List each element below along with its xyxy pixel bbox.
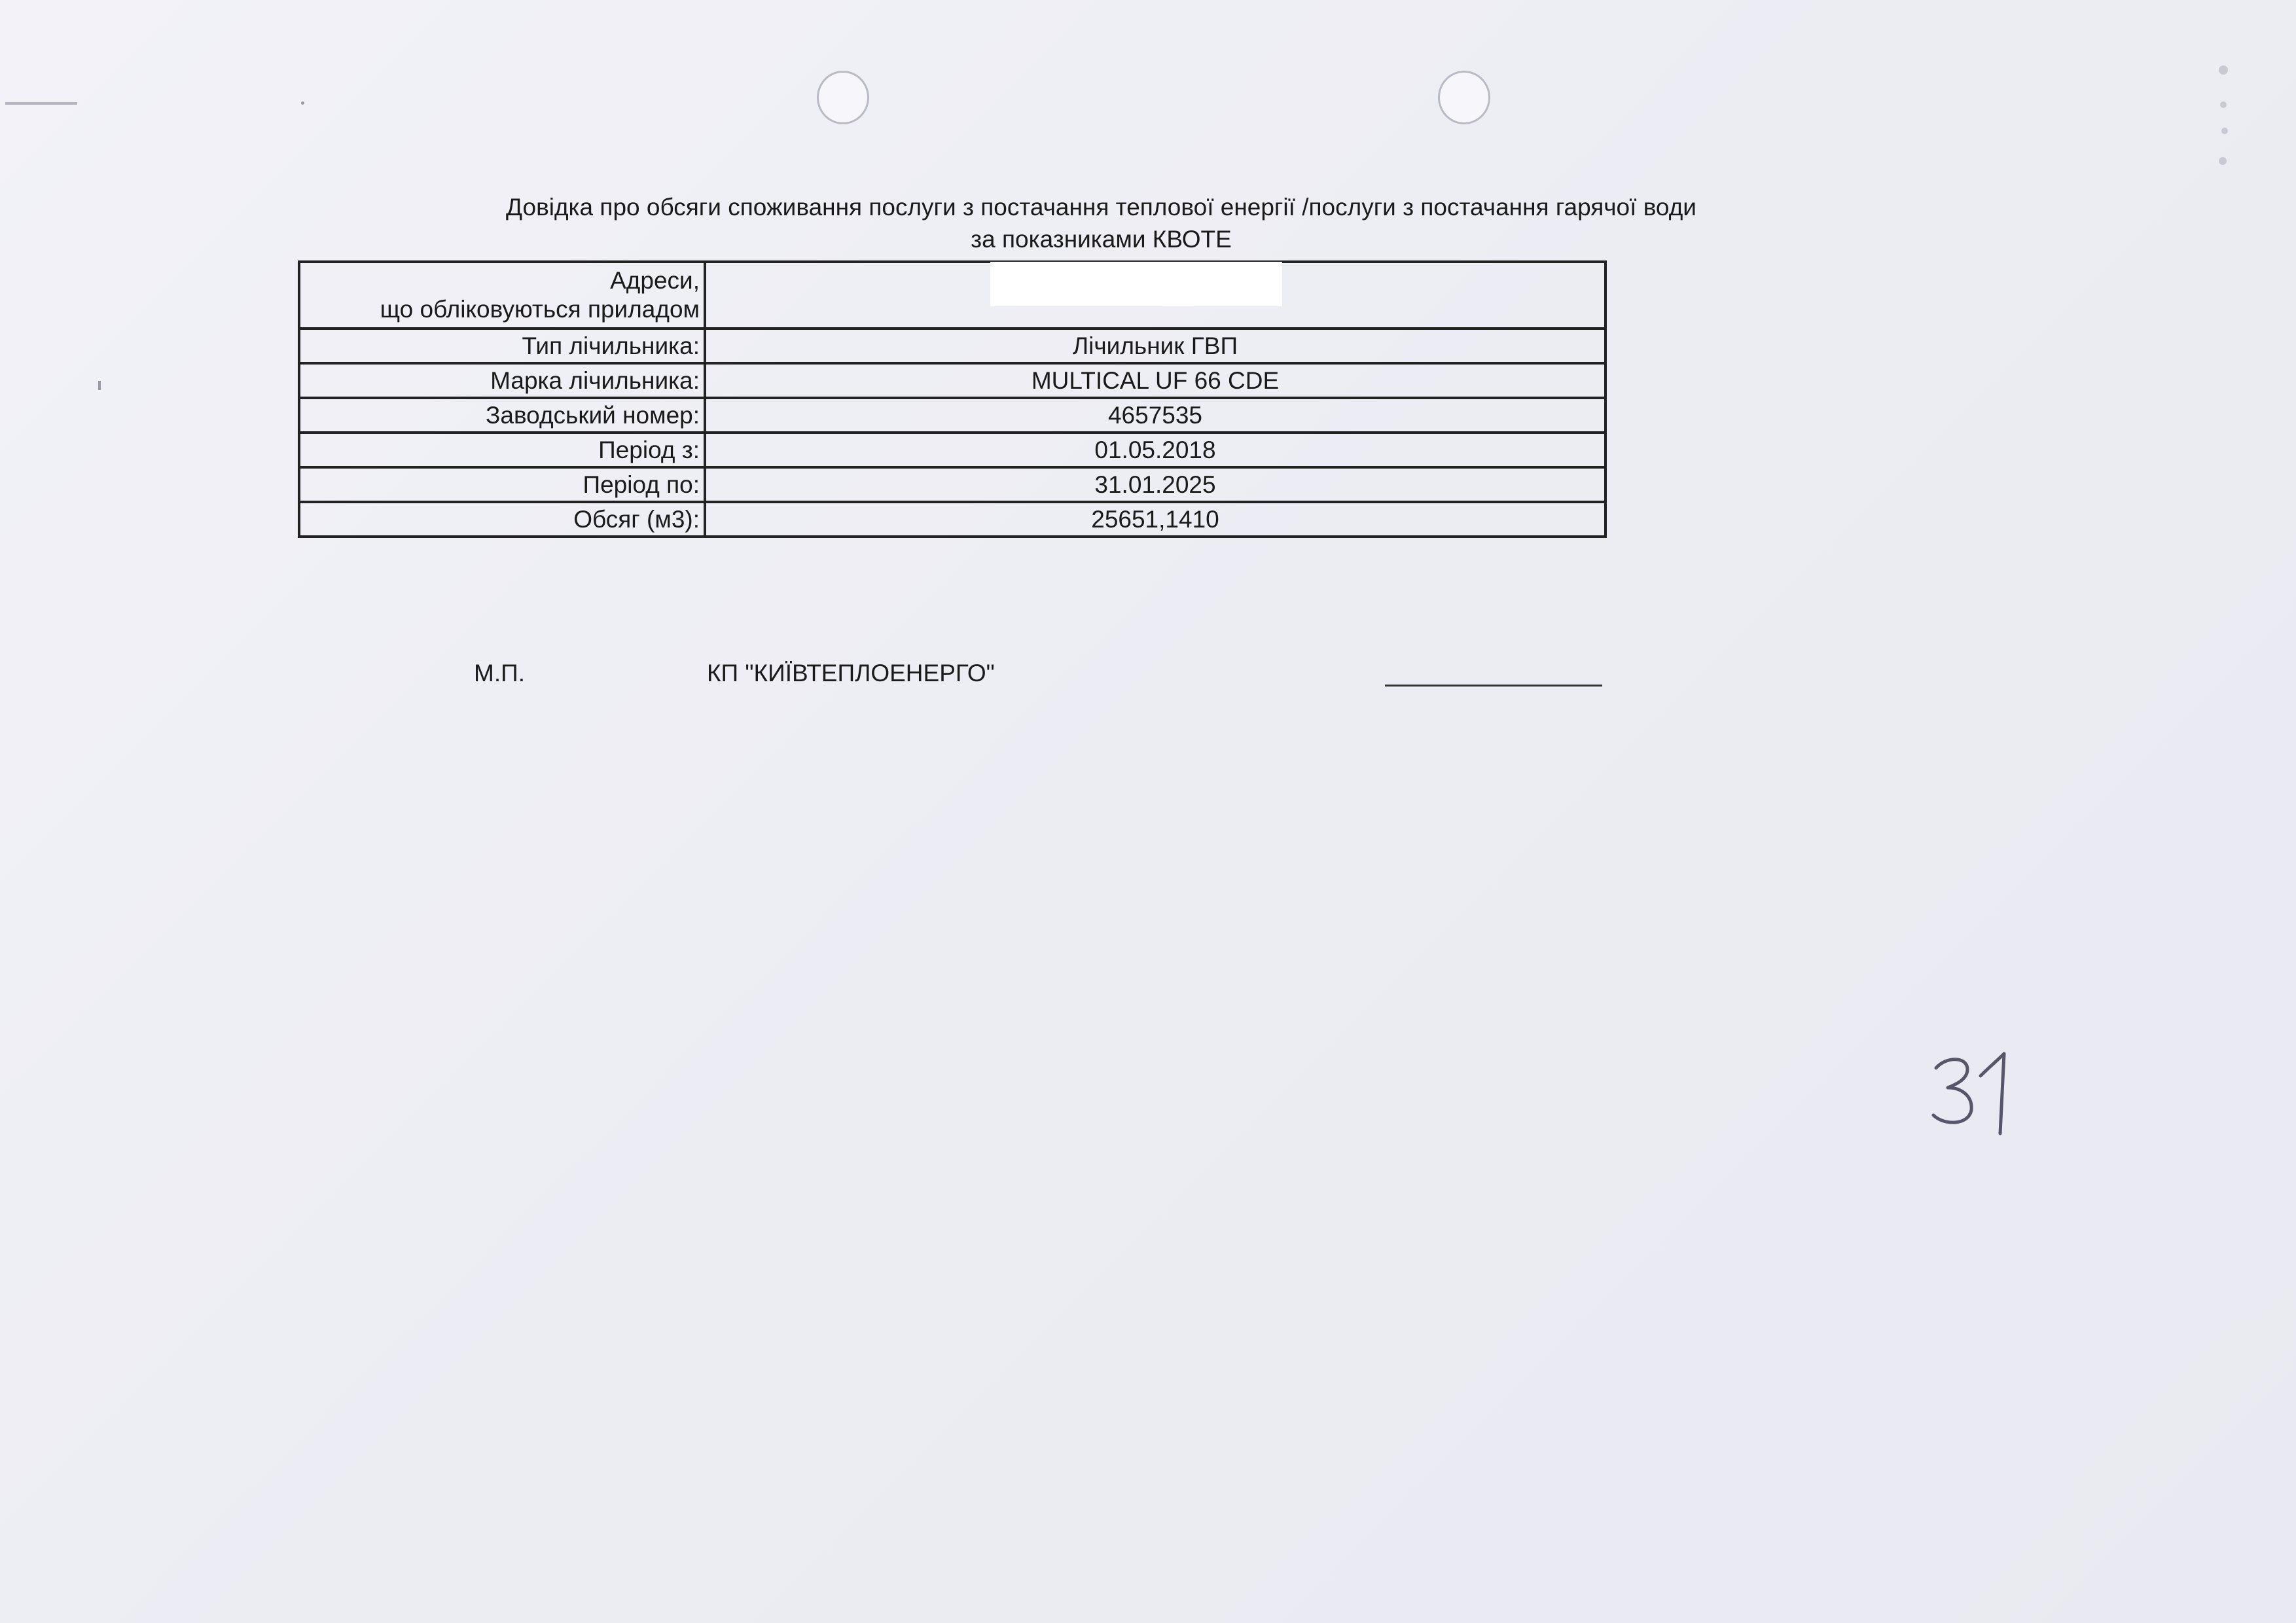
serial-number-label: Заводський номер:	[299, 398, 705, 433]
table-row-address	[299, 262, 1605, 329]
punch-hole-right	[1438, 71, 1490, 124]
address-label-line-1: Адреси,	[610, 267, 700, 294]
meter-brand-label: Марка лічильника:	[299, 363, 705, 398]
handwritten-page-number	[1929, 1042, 2028, 1140]
period-from-value: 01.05.2018	[705, 433, 1605, 467]
stamp-placeholder-label: М.П.	[474, 660, 525, 687]
address-label-line-2: що обліковуються приладом	[380, 296, 700, 323]
scan-mark	[5, 102, 77, 105]
document-title	[298, 191, 1905, 255]
period-from-label: Період з:	[299, 433, 705, 467]
meter-brand-value: MULTICAL UF 66 CDE	[705, 363, 1605, 398]
punch-hole-left	[817, 71, 869, 124]
volume-label: Обсяг (м3):	[299, 502, 705, 537]
document-title-line-1: Довідка про обсяги споживання послуги з постачання теплової енергії /послуги з постачання гарячої води	[506, 194, 1696, 221]
volume-value: 25651,1410	[705, 502, 1605, 537]
scan-mark	[98, 381, 101, 390]
document-title-line-2: за показниками КВОТЕ	[971, 226, 1232, 253]
scan-mark	[2221, 128, 2228, 134]
scan-mark	[2220, 101, 2227, 108]
table-row	[299, 329, 1605, 363]
serial-number-value: 4657535	[705, 398, 1605, 433]
table-row	[299, 433, 1605, 467]
address-value	[705, 262, 1605, 329]
scan-mark	[2219, 65, 2228, 75]
company-name: КП "КИЇВТЕПЛОЕНЕРГО"	[707, 660, 995, 687]
table-row	[299, 467, 1605, 502]
signature-line	[1385, 685, 1602, 687]
meter-info-table	[298, 260, 1607, 538]
scan-mark	[2219, 157, 2227, 165]
scan-mark	[301, 101, 304, 105]
meter-type-label: Тип лічильника:	[299, 329, 705, 363]
period-to-value: 31.01.2025	[705, 467, 1605, 502]
period-to-label: Період по:	[299, 467, 705, 502]
table-row	[299, 363, 1605, 398]
address-label	[299, 262, 705, 329]
redaction-box	[990, 262, 1282, 306]
table-row	[299, 398, 1605, 433]
meter-type-value: Лічильник ГВП	[705, 329, 1605, 363]
table-row	[299, 502, 1605, 537]
